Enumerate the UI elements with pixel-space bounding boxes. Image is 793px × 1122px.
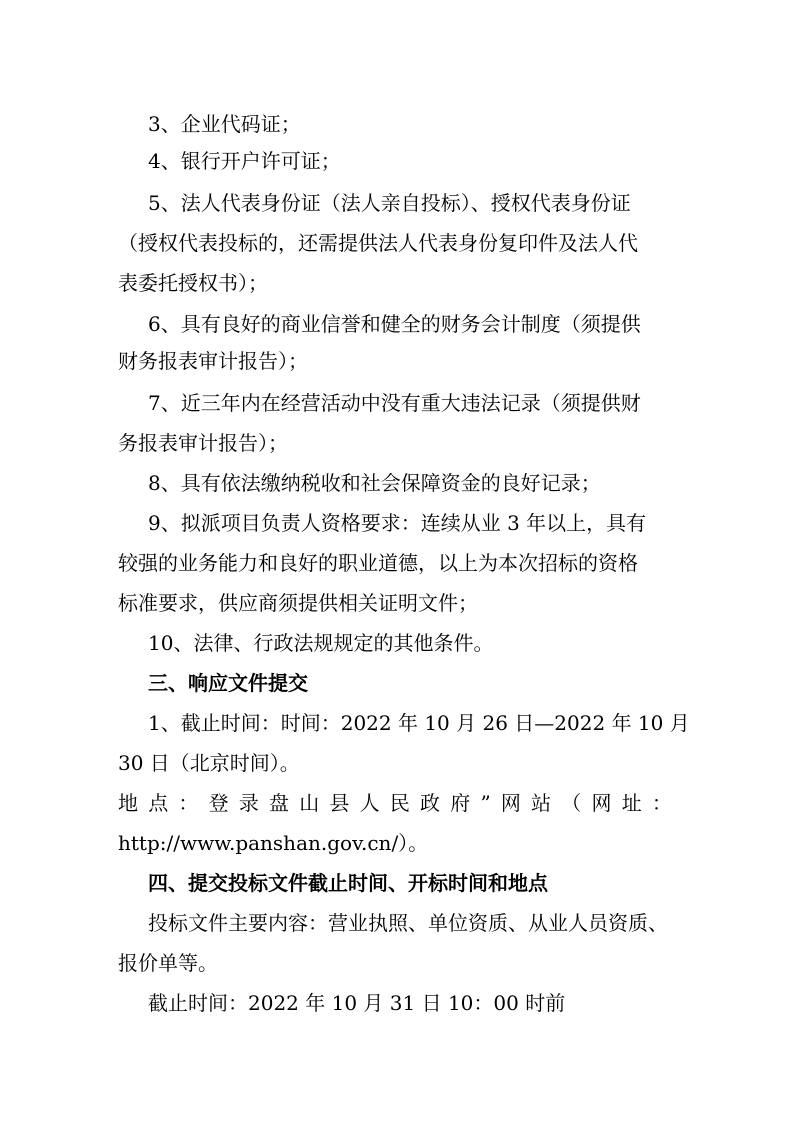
list-item-9-line3: 标准要求，供应商须提供相关证明文件； bbox=[118, 591, 478, 615]
list-item-6-line2: 财务报表审计报告）； bbox=[118, 349, 308, 373]
location-char: 地 bbox=[118, 791, 138, 815]
list-item-5-line1: 5、法人代表身份证（法人亲自投标）、授权代表身份证 bbox=[148, 191, 631, 215]
deadline-time: 截止时间：2022 年 10 月 31 日 10：00 时前 bbox=[148, 991, 566, 1015]
deadline-line1: 1、截止时间：时间：2022 年 10 月 26 日—2022 年 10 月 bbox=[148, 711, 690, 735]
location-char: 府 bbox=[450, 791, 471, 815]
website-line: http://www.panshan.gov.cn/）。 bbox=[118, 831, 429, 855]
location-char: 盘 bbox=[269, 791, 290, 815]
location-char: ： bbox=[651, 791, 672, 815]
list-item-6-line1: 6、具有良好的商业信誉和健全的财务会计制度（须提供 bbox=[148, 312, 641, 336]
bid-content-line1: 投标文件主要内容：营业执照、单位资质、从业人员资质、 bbox=[148, 911, 668, 935]
location-char: （ bbox=[561, 791, 582, 815]
section-heading-3: 三、响应文件提交 bbox=[148, 671, 308, 695]
location-char: 人 bbox=[359, 791, 380, 815]
location-char: 民 bbox=[389, 791, 410, 815]
location-char: 县 bbox=[329, 791, 350, 815]
list-item-7-line2: 务报表审计报告）； bbox=[118, 431, 288, 455]
location-char: 登 bbox=[208, 791, 229, 815]
location-char: 录 bbox=[238, 791, 259, 815]
location-char: 点 bbox=[148, 791, 169, 815]
location-char: 山 bbox=[299, 791, 320, 815]
location-char: 网 bbox=[500, 791, 521, 815]
list-item-5-line2: （授权代表投标的，还需提供法人代表身份复印件及法人代 bbox=[118, 231, 638, 255]
location-char: ” bbox=[480, 791, 491, 815]
location-char: 网 bbox=[591, 791, 612, 815]
deadline-line2: 30 日（北京时间）。 bbox=[118, 751, 300, 775]
section-heading-4: 四、提交投标文件截止时间、开标时间和地点 bbox=[148, 871, 548, 895]
location-line1 bbox=[118, 790, 672, 816]
location-char: 址 bbox=[621, 791, 642, 815]
list-item-3: 3、企业代码证； bbox=[148, 112, 301, 136]
list-item-10: 10、法律、行政法规规定的其他条件。 bbox=[148, 631, 494, 655]
bid-content-line2: 报价单等。 bbox=[118, 951, 218, 975]
list-item-9-line1: 9、拟派项目负责人资格要求：连续从业 3 年以上，具有 bbox=[148, 511, 647, 535]
list-item-8: 8、具有依法缴纳税收和社会保障资金的良好记录； bbox=[148, 471, 601, 495]
list-item-7-line1: 7、近三年内在经营活动中没有重大违法记录（须提供财 bbox=[148, 391, 641, 415]
location-char: ： bbox=[178, 791, 199, 815]
list-item-4: 4、银行开户许可证； bbox=[148, 149, 341, 173]
location-char: 政 bbox=[420, 791, 441, 815]
location-char: 站 bbox=[531, 791, 552, 815]
list-item-9-line2: 较强的业务能力和良好的职业道德，以上为本次招标的资格 bbox=[118, 551, 638, 575]
list-item-5-line3: 表委托授权书）； bbox=[118, 271, 268, 295]
